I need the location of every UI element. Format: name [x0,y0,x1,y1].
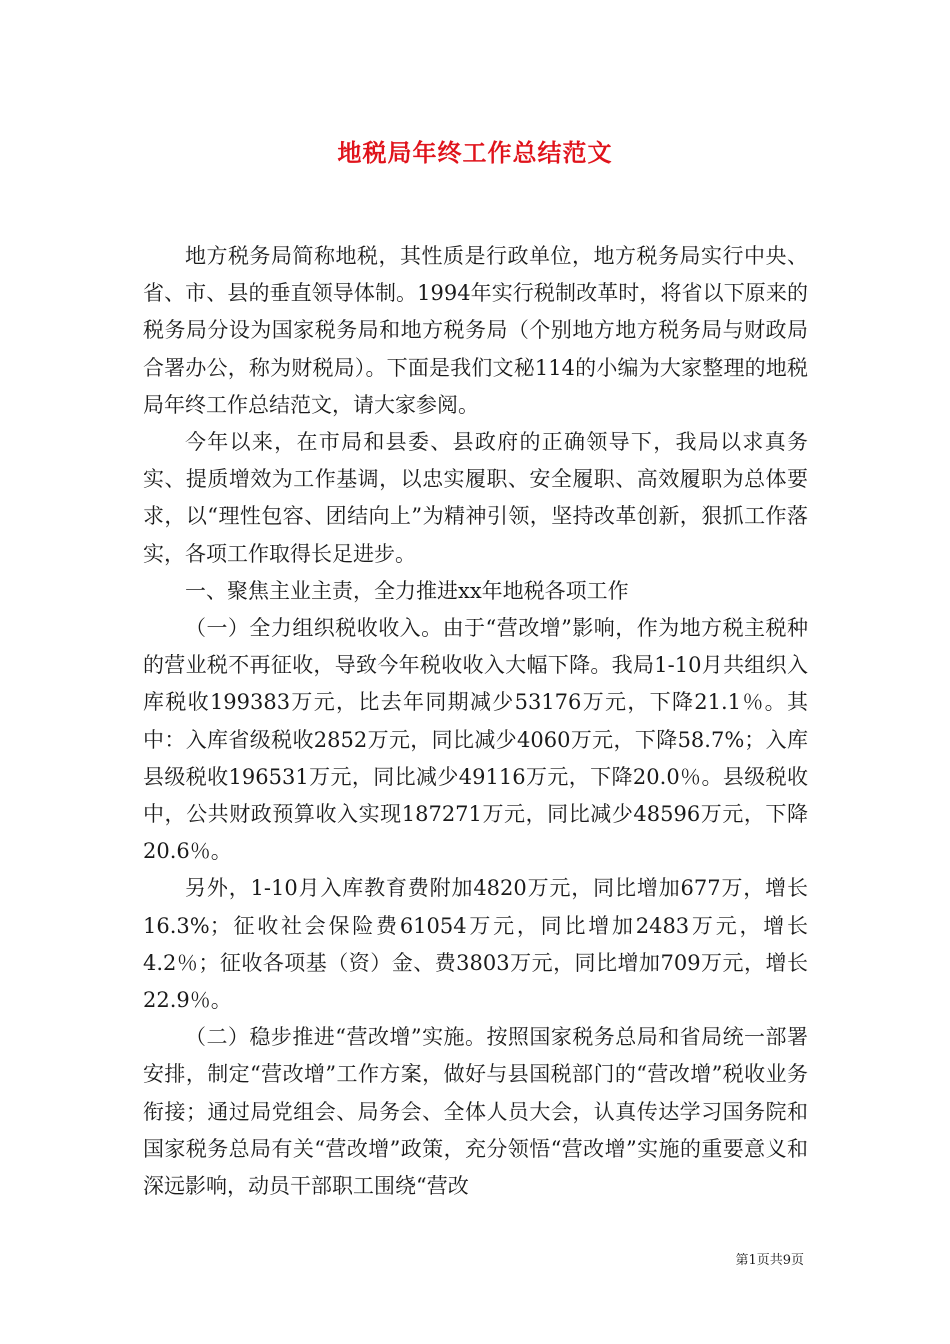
page-number: 第1页共9页 [735,1253,804,1268]
paragraph-additional-revenue: 另外，1-10月入库教育费附加4820万元，同比增加677万，增长16.3%；征收社会保险费61054万元，同比增加2483万元，增长4.2％；征收各项基（资）金、费3803万元，同比增加709万元，增长22.9％。 [143,876,808,1013]
paragraph-overview: 今年以来，在市局和县委、县政府的正确领导下，我局以求真务实、提质增效为工作基调，以忠实履职、安全履职、高效履职为总体要求，以“理性包容、团结向上”为精神引领，坚持改革创新，狠抓工作落实，各项工作取得长足进步。 [143,430,808,566]
paragraph-intro: 地方税务局简称地税，其性质是行政单位，地方税务局实行中央、省、市、县的垂直领导体制。1994年实行税制改革时，将省以下原来的税务局分设为国家税务局和地方税务局（个别地方地方税务局与财政局合署办公，称为财税局）。下面是我们文秘114的小编为大家整理的地税局年终工作总结范文，请大家参阅。 [143,244,808,417]
paragraph-tax-revenue: （一）全力组织税收收入。由于“营改增”影响，作为地方税主税种的营业税不再征收，导致今年税收收入大幅下降。我局1-10月共组织入库税收199383万元，比去年同期减少53176万元，下降21.1％。其中：入库省级税收2852万元，同比减少4060万元，下降58.7%；入库县级税收196531万元，同比减少49116万元，下降20.0％。县级税收中，公共财政预算收入实现187271万元，同比减少48596万元，下降20.6％。 [143,616,808,864]
paragraph-section-heading: 一、聚焦主业主责，全力推进xx年地税各项工作 [185,578,629,603]
document-title: 地税局年终工作总结范文 [337,139,613,167]
paragraph-vat-reform: （二）稳步推进“营改增”实施。按照国家税务总局和省局统一部署安排，制定“营改增”工作方案，做好与县国税部门的“营改增”税收业务衔接；通过局党组会、局务会、全体人员大会，认真传达学习国务院和国家税务总局有关“营改增”政策，充分领悟“营改增”实施的重要意义和深远影响，动员干部职工围绕“营改 [143,1025,808,1199]
document-body [143,238,808,1205]
